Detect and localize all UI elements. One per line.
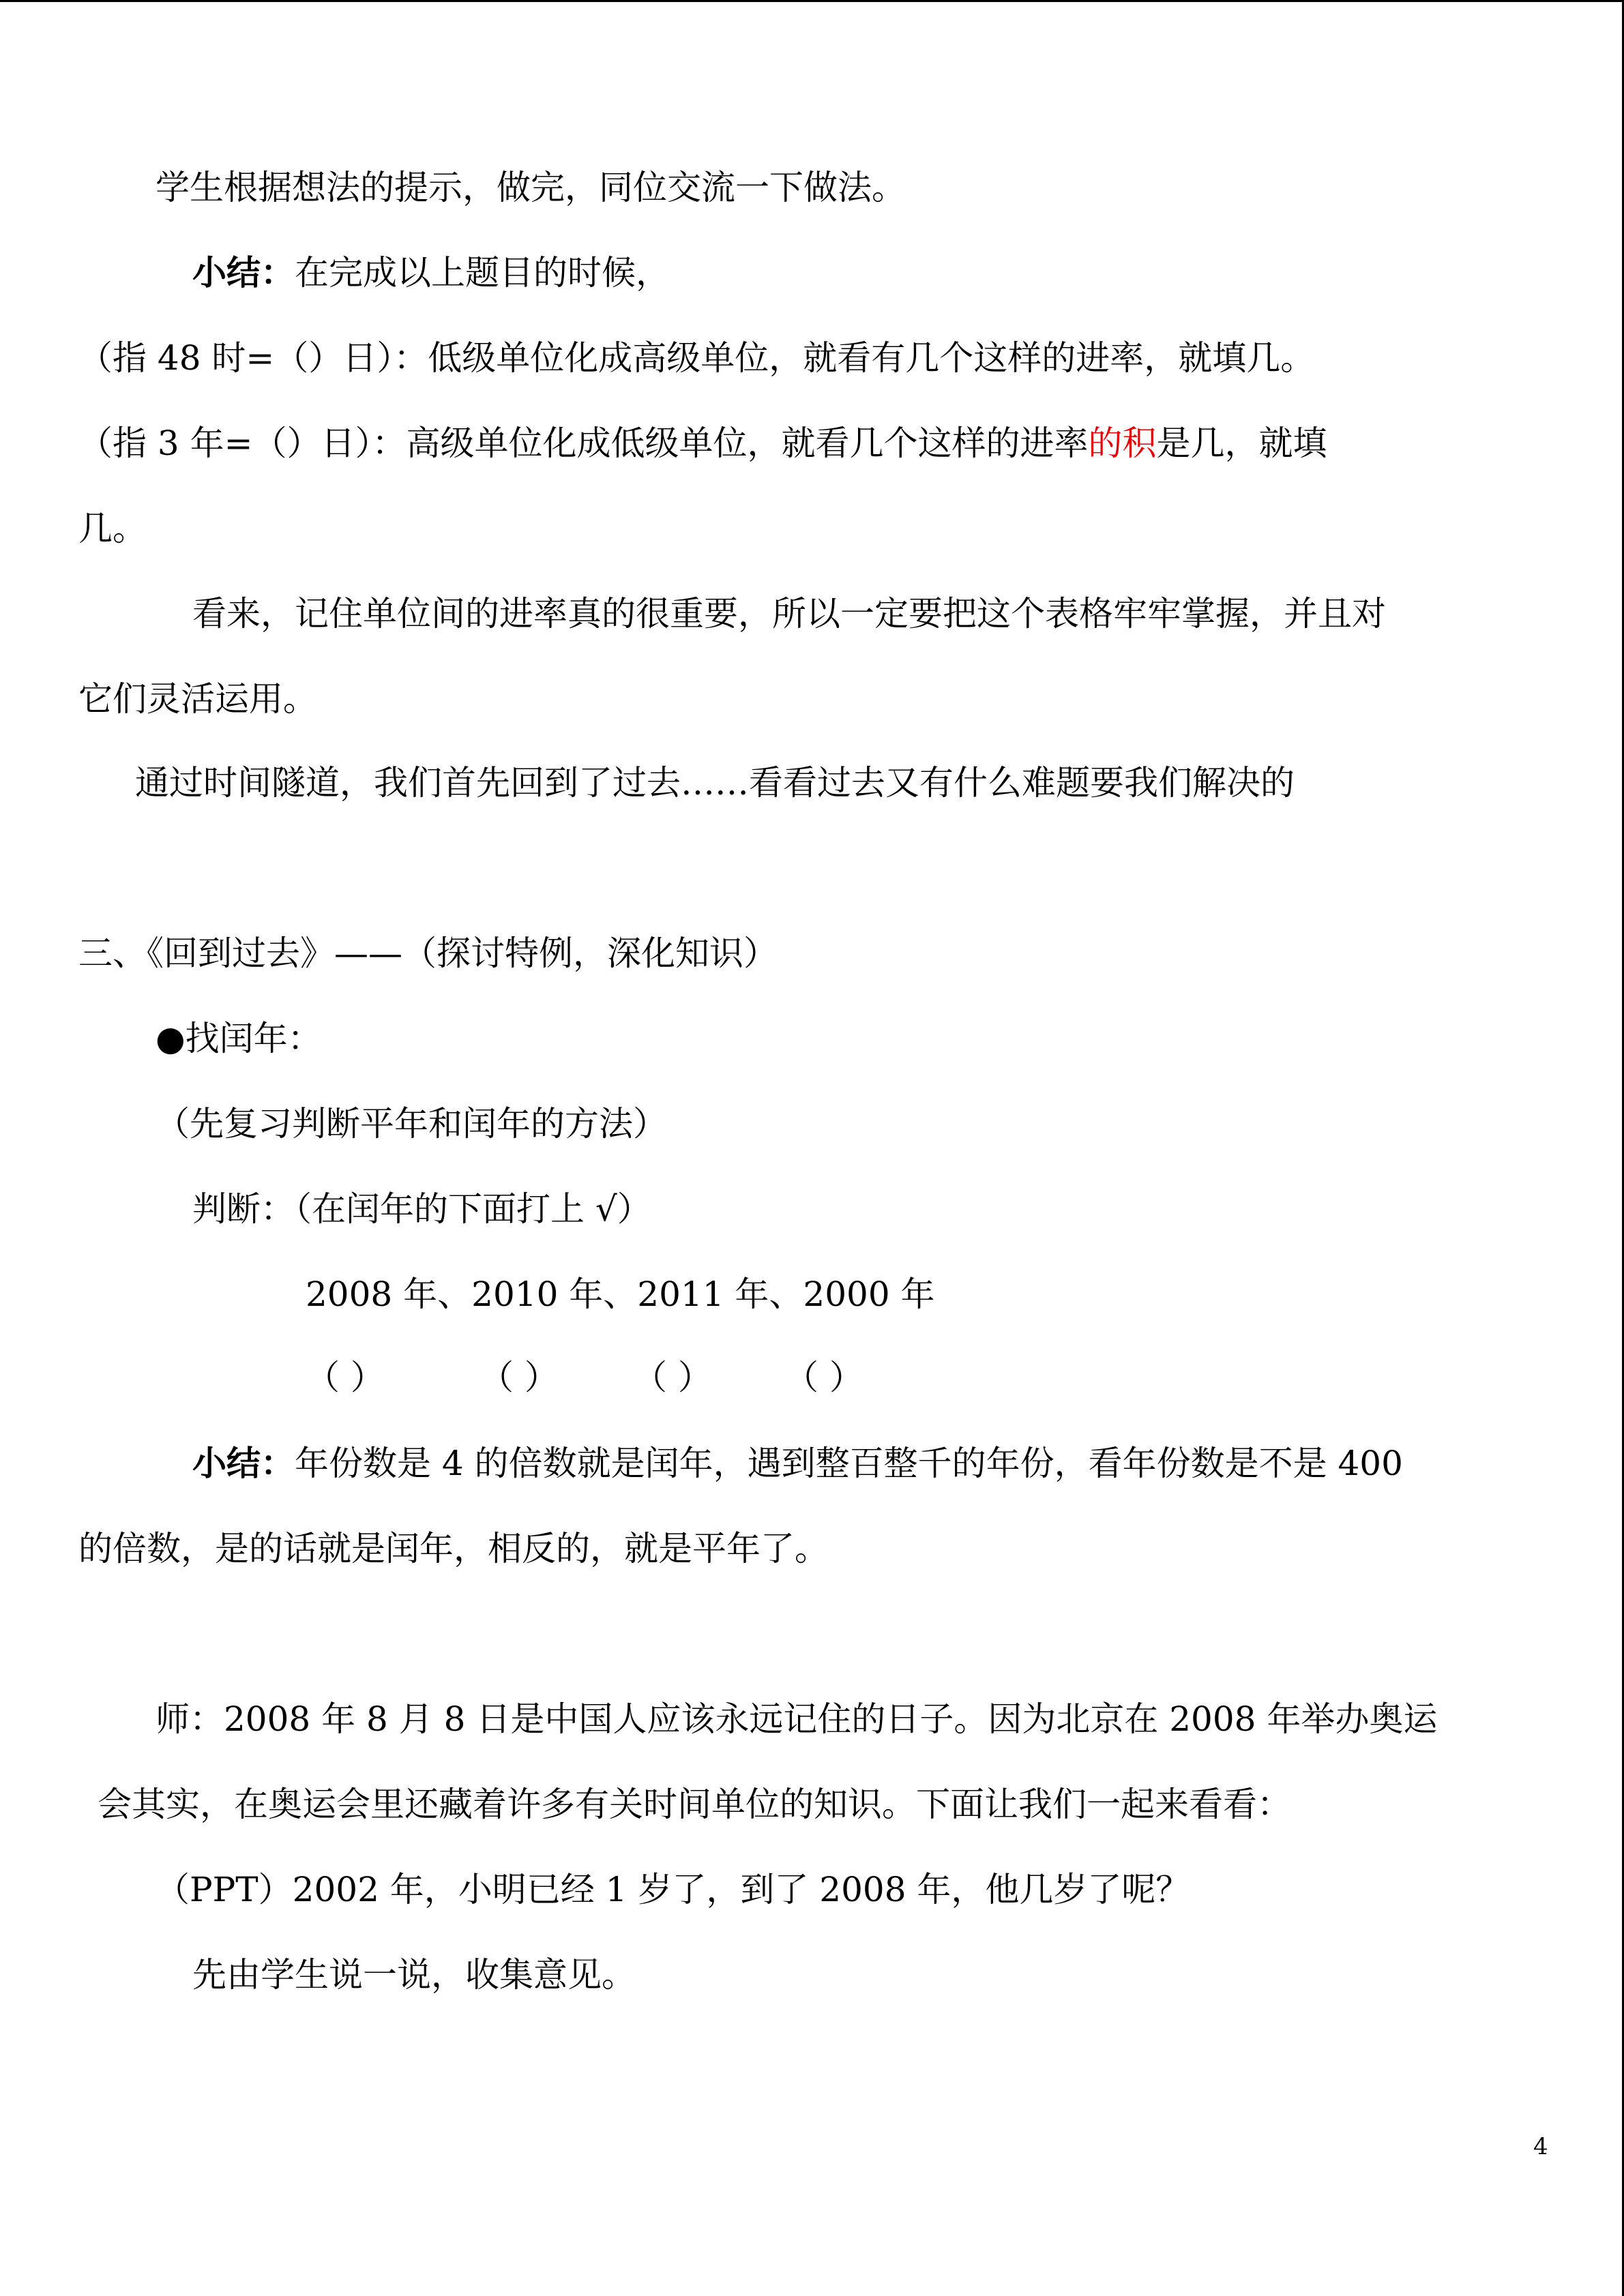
paragraph-remember-rates-cont: 它们灵活运用。 — [78, 679, 317, 719]
summary-2-label: 小结： — [192, 1443, 295, 1483]
summary-1-label: 小结： — [192, 252, 295, 293]
summary-2-text: 年份数是 4 的倍数就是闰年，遇到整百整千的年份，看年份数是不是 400 — [295, 1444, 1403, 1483]
teacher-olympics-cont: 会其实，在奥运会里还藏着许多有关时间单位的知识。下面让我们一起来看看： — [98, 1785, 1291, 1824]
high-to-low-after: 是几，就填 — [1156, 423, 1327, 463]
summary-2-cont: 的倍数，是的话就是闰年，相反的，就是平年了。 — [78, 1529, 829, 1568]
paragraph-remember-rates: 看来，记住单位间的进率真的很重要，所以一定要把这个表格牢牢掌握，并且对 — [192, 594, 1386, 633]
students-first: 先由学生说一说，收集意见。 — [192, 1955, 636, 1995]
answer-slot: （ ） — [479, 1358, 559, 1397]
answer-slot: （ ） — [633, 1358, 712, 1397]
top-border — [0, 0, 1624, 2]
ppt-question: （PPT）2002 年，小明已经 1 岁了，到了 2008 年，他几岁了呢？ — [156, 1870, 1190, 1909]
teacher-olympics: 师：2008 年 8 月 8 日是中国人应该永远记住的日子。因为北京在 2008 年举办奥运 — [156, 1699, 1438, 1739]
paragraph-low-to-high: （指 48 时=（）日）：低级单位化成高级单位，就看有几个这样的进率，就填几。 — [78, 338, 1315, 378]
summary-1-text: 在完成以上题目的时候， — [295, 253, 670, 293]
paragraph-exchange: 学生根据想法的提示，做完，同位交流一下做法。 — [156, 168, 906, 207]
section-3-heading: 三、《回到过去》——（探讨特例，深化知识） — [78, 934, 778, 973]
bullet-find-leap-year: ●找闰年： — [156, 1019, 322, 1058]
answer-slot: （ ） — [784, 1358, 863, 1397]
years-line: 2008 年、2010 年、2011 年、2000 年 — [306, 1274, 935, 1314]
answer-slots — [306, 1356, 863, 1399]
paragraph-time-tunnel: 通过时间隧道，我们首先回到了过去……看看过去又有什么难题要我们解决的 — [135, 763, 1295, 803]
page-number: 4 — [1533, 2133, 1548, 2160]
judge-prompt: 判断：（在闰年的下面打上 √） — [192, 1189, 651, 1229]
paragraph-high-to-low-cont: 几。 — [78, 509, 147, 548]
high-to-low-highlight: 的积 — [1088, 423, 1157, 463]
paragraph-high-to-low — [78, 421, 1327, 465]
review-note: （先复习判断平年和闰年的方法） — [156, 1104, 667, 1144]
high-to-low-before: （指 3 年=（）日）：高级单位化成低级单位，就看几个这样的进率 — [78, 423, 1089, 463]
answer-slot: （ ） — [306, 1358, 385, 1397]
summary-1 — [192, 251, 670, 295]
summary-2 — [192, 1442, 1403, 1485]
